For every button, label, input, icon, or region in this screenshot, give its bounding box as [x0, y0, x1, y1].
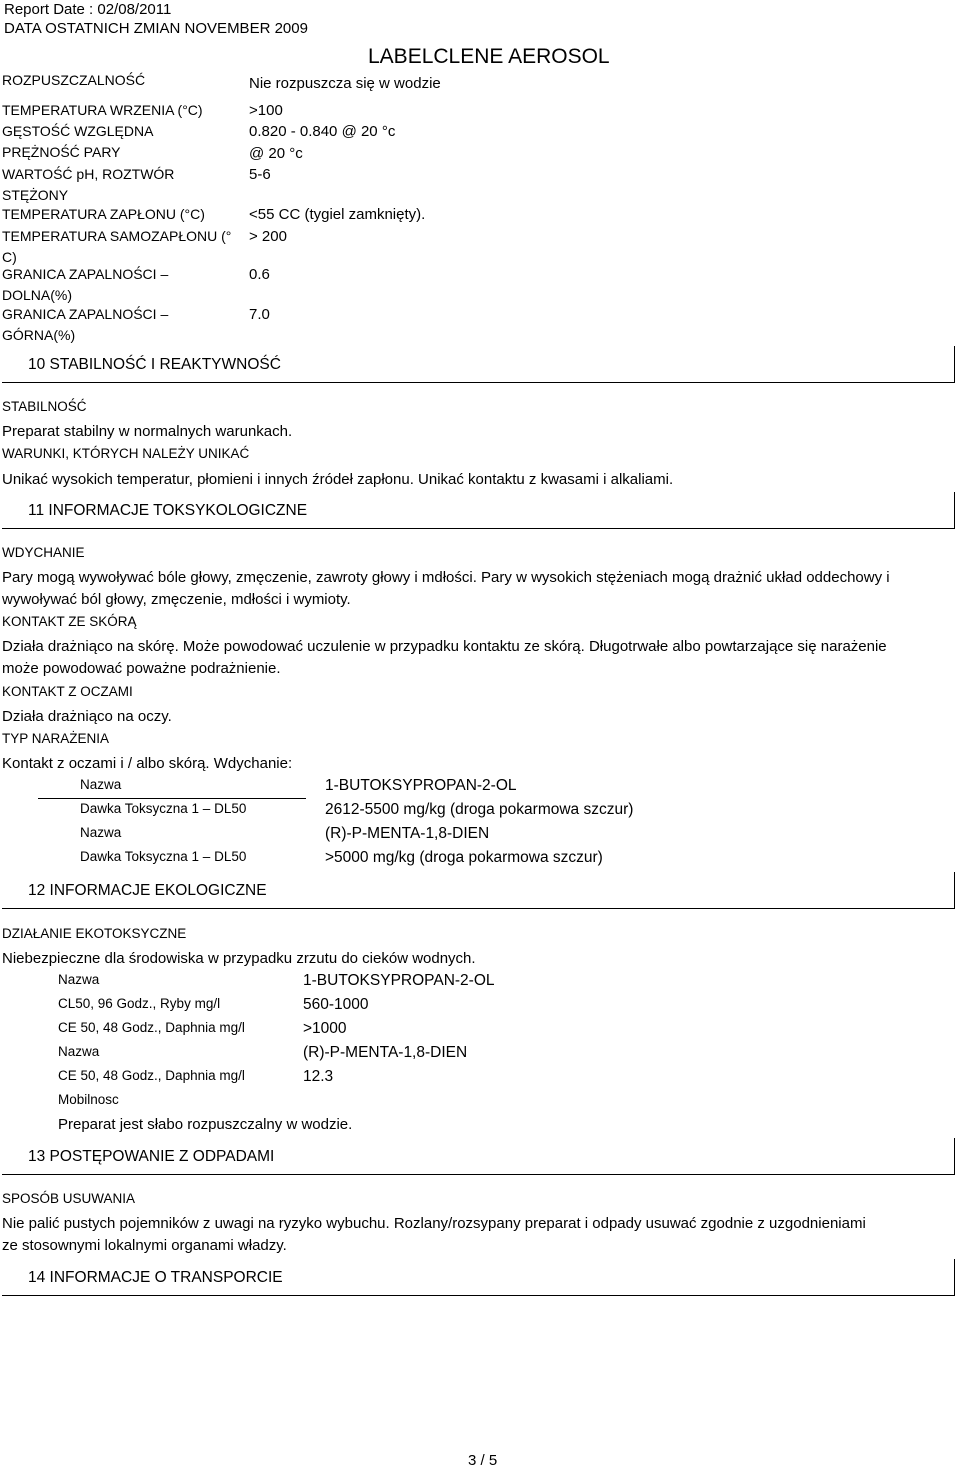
exposure-text: Kontakt z oczami i / albo skórą. Wdychanie:: [2, 755, 293, 772]
mobility-label: Mobilnosc: [58, 1092, 119, 1107]
property-label: PRĘŻNOŚĆ PARY: [2, 144, 121, 160]
property-label: GRANICA ZAPALNOŚCI – DOLNA(%): [2, 266, 169, 303]
property-label: ROZPUSZCZALNOŚĆ: [2, 72, 146, 88]
property-value: > 200: [249, 228, 287, 245]
inhalation-heading: WDYCHANIE: [2, 545, 85, 560]
property-label: GĘSTOŚĆ WZGLĘDNA: [2, 123, 154, 139]
tox-value: 1-BUTOKSYPROPAN-2-OL: [325, 777, 517, 794]
section-14-header: [2, 1259, 955, 1296]
exposure-heading: TYP NARAŻENIA: [2, 731, 110, 746]
inhalation-text: Pary mogą wywoływać bóle głowy, zmęczenie, zawroty głowy i mdłości. Pary w wysokich stężeniach mogą drażnić układ oddechowy i wywoływać ból głowy, zmęczenie, mdłości i wymioty.: [2, 569, 890, 608]
eco-heading: DZIAŁANIE EKOTOKSYCZNE: [2, 926, 187, 941]
skin-heading: KONTAKT ZE SKÓRĄ: [2, 614, 137, 629]
eco-label: CE 50, 48 Godz., Daphnia mg/l: [58, 1020, 245, 1035]
product-name: LABELCLENE AEROSOL: [368, 45, 610, 68]
avoid-heading: WARUNKI, KTÓRYCH NALEŻY UNIKAĆ: [2, 446, 250, 461]
eye-text: Działa drażniąco na oczy.: [2, 708, 172, 725]
property-label: TEMPERATURA ZAPŁONU (°C): [2, 206, 205, 222]
eco-value: 12.3: [303, 1068, 334, 1085]
tox-value: (R)-P-MENTA-1,8-DIEN: [325, 825, 490, 842]
property-label: TEMPERATURA SAMOZAPŁONU (° C): [2, 228, 232, 265]
eye-heading: KONTAKT Z OCZAMI: [2, 684, 133, 699]
section-10-header: [2, 346, 955, 383]
tox-value: >5000 mg/kg (droga pokarmowa szczur): [325, 849, 603, 866]
property-value: <55 CC (tygiel zamknięty).: [249, 206, 426, 223]
section-14-title: 14 INFORMACJE O TRANSPORCIE: [28, 1269, 283, 1286]
mobility-text: Preparat jest słabo rozpuszczalny w wodzie.: [58, 1116, 353, 1133]
property-value: 5-6: [249, 166, 271, 183]
eco-label: Nazwa: [58, 1044, 100, 1059]
section-11-title: 11 INFORMACJE TOKSYKOLOGICZNE: [28, 502, 308, 519]
eco-value: 1-BUTOKSYPROPAN-2-OL: [303, 972, 495, 989]
page-number: 3 / 5: [468, 1452, 498, 1469]
disposal-heading: SPOSÓB USUWANIA: [2, 1191, 136, 1206]
property-value: @ 20 °c: [249, 145, 303, 162]
property-value: >100: [249, 102, 283, 119]
eco-value: 560-1000: [303, 996, 369, 1013]
tox-label: Dawka Toksyczna 1 – DL50: [80, 801, 247, 816]
section-13-header: [2, 1138, 955, 1175]
section-12-header: [2, 872, 955, 909]
eco-label: Nazwa: [58, 972, 100, 987]
property-value: 0.6: [249, 266, 270, 283]
revision-date: DATA OSTATNICH ZMIAN NOVEMBER 2009: [4, 20, 308, 37]
property-value: 0.820 - 0.840 @ 20 °c: [249, 123, 396, 140]
eco-value: >1000: [303, 1020, 347, 1037]
section-10-title: 10 STABILNOŚĆ I REAKTYWNOŚĆ: [28, 356, 281, 373]
section-13-title: 13 POSTĘPOWANIE Z ODPADAMI: [28, 1148, 275, 1165]
property-value: Nie rozpuszcza się w wodzie: [249, 75, 441, 92]
eco-text: Niebezpieczne dla środowiska w przypadku zrzutu do cieków wodnych.: [2, 950, 476, 967]
skin-text: Działa drażniąco na skórę. Może powodować uczulenie w przypadku kontaktu ze skórą. Długotrwałe albo powtarzające się narażenie może powodować poważne podrażnienie.: [2, 638, 887, 677]
eco-label: CL50, 96 Godz., Ryby mg/l: [58, 996, 221, 1011]
property-value: 7.0: [249, 306, 270, 323]
tox-label: Nazwa: [80, 777, 122, 792]
property-label: TEMPERATURA WRZENIA (°C): [2, 102, 203, 118]
property-label: WARTOŚĆ pH, ROZTWÓR STĘŻONY: [2, 166, 175, 203]
section-11-header: [2, 492, 955, 529]
section-12-title: 12 INFORMACJE EKOLOGICZNE: [28, 882, 267, 899]
tox-label: Dawka Toksyczna 1 – DL50: [80, 849, 247, 864]
eco-value: (R)-P-MENTA-1,8-DIEN: [303, 1044, 468, 1061]
property-label: GRANICA ZAPALNOŚCI – GÓRNA(%): [2, 306, 169, 343]
eco-label: CE 50, 48 Godz., Daphnia mg/l: [58, 1068, 245, 1083]
disposal-text: Nie palić pustych pojemników z uwagi na ryzyko wybuchu. Rozlany/rozsypany preparat i odpady usuwać zgodnie z uzgodnieniami ze stosownymi lokalnymi organami władzy.: [2, 1215, 866, 1254]
stability-heading: STABILNOŚĆ: [2, 399, 87, 414]
tox-value: 2612-5500 mg/kg (droga pokarmowa szczur): [325, 801, 634, 818]
tox-label: Nazwa: [80, 825, 122, 840]
avoid-text: Unikać wysokich temperatur, płomieni i innych źródeł zapłonu. Unikać kontaktu z kwasami i alkaliami.: [2, 471, 674, 488]
stability-text: Preparat stabilny w normalnych warunkach.: [2, 423, 293, 440]
table-divider: [38, 798, 306, 799]
report-date: Report Date : 02/08/2011: [4, 1, 172, 18]
